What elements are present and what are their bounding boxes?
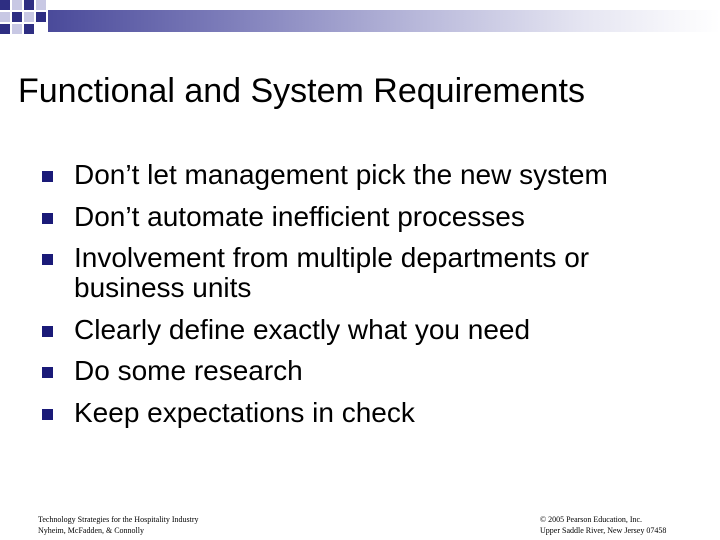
square-bullet-icon — [42, 171, 53, 182]
square-bullet-icon — [42, 213, 53, 224]
bullet-text: Keep expectations in check — [74, 396, 415, 428]
bullet-item — [42, 160, 702, 190]
decor-square — [36, 0, 46, 10]
decor-square — [0, 24, 10, 34]
bullet-text: Don’t automate inefficient processes — [74, 200, 525, 232]
bullet-item — [42, 398, 702, 428]
footer-authors: Nyheim, McFadden, & Connolly — [38, 526, 144, 535]
decor-square — [0, 12, 10, 22]
gradient-band — [48, 10, 720, 32]
bullet-list — [42, 160, 702, 439]
square-bullet-icon — [42, 254, 53, 265]
bullet-text: Don’t let management pick the new system — [74, 159, 608, 190]
footer-copyright-line: © 2005 Pearson Education, Inc. — [540, 515, 643, 524]
bullet-text: Do some research — [74, 355, 303, 386]
bullet-item — [42, 356, 702, 386]
decor-square — [12, 0, 22, 10]
decor-square — [24, 0, 34, 10]
decor-square — [24, 12, 34, 22]
bullet-item — [42, 202, 702, 232]
bullet-text: Involvement from multiple departments or business units — [74, 242, 590, 303]
slide-title: Functional and System Requirements — [18, 72, 585, 110]
decor-square — [12, 24, 22, 34]
square-bullet-icon — [42, 367, 53, 378]
decor-square — [36, 12, 46, 22]
square-bullet-icon — [42, 326, 53, 337]
decor-square — [24, 24, 34, 34]
footer-credits — [38, 514, 199, 536]
footer-publisher-address: Upper Saddle River, New Jersey 07458 — [540, 526, 667, 535]
bullet-item — [42, 315, 702, 345]
decor-square — [12, 12, 22, 22]
header-decoration — [0, 0, 720, 40]
bullet-item — [42, 243, 702, 303]
square-bullet-icon — [42, 409, 53, 420]
footer-book-title: Technology Strategies for the Hospitality Industry — [38, 515, 199, 524]
bullet-text: Clearly define exactly what you need — [74, 313, 531, 345]
decor-square — [0, 0, 10, 10]
footer-copyright — [540, 514, 666, 536]
